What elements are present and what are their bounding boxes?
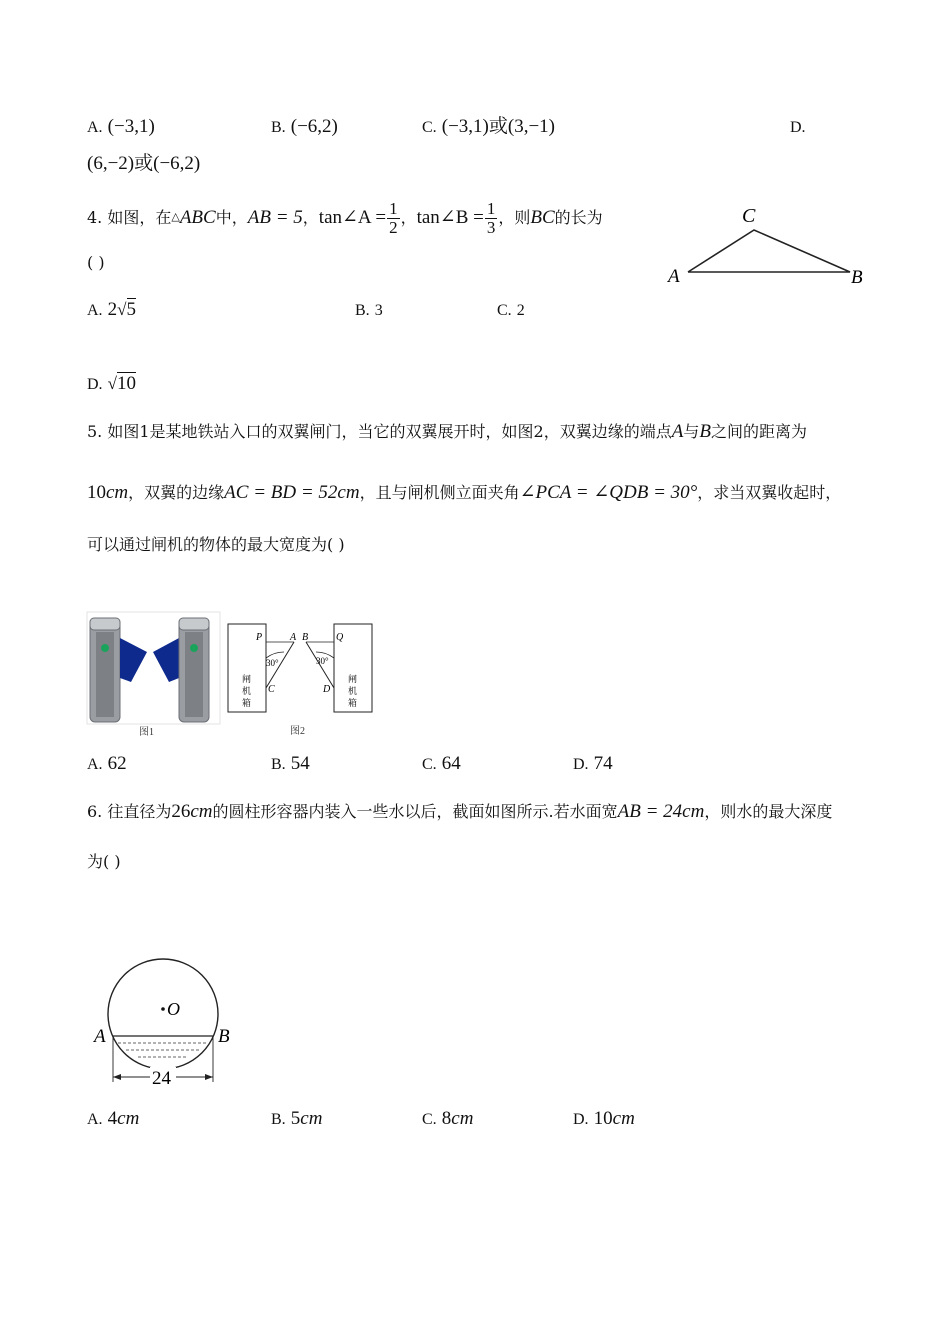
- right-indicator-icon: [190, 644, 198, 652]
- q5-stem-line3: 可以通过闸机的物体的最大宽度为( ): [87, 535, 345, 554]
- q4-triangle-figure: [660, 200, 870, 295]
- svg-text:C: C: [268, 684, 275, 695]
- q4-option-a: A. 2√5: [87, 299, 136, 320]
- label-b: B: [851, 267, 863, 288]
- triangle-symbol: △: [171, 210, 180, 223]
- q3-a-label: A.: [87, 119, 103, 136]
- q3-b-label: B.: [271, 119, 286, 136]
- svg-text:A: A: [290, 632, 297, 643]
- angle-label-left: 30°: [266, 658, 279, 668]
- radicand-a: 5: [126, 299, 136, 320]
- q3-option-c: [422, 117, 555, 138]
- center-dot: [161, 1007, 165, 1011]
- svg-text:箱: 箱: [242, 698, 252, 708]
- dimension-label: 24: [152, 1068, 171, 1089]
- fraction-a: $\frac{1}{2}$: [389, 199, 398, 237]
- q5-option-b: B. 54: [271, 753, 310, 774]
- label-c: C: [742, 205, 756, 227]
- q4-option-b: B. 3: [355, 302, 383, 319]
- left-indicator-icon: [101, 644, 109, 652]
- q4-answer-paren: ( ): [87, 253, 105, 272]
- q4-option-d: D. √10: [87, 373, 136, 394]
- q5-stem-line2: 10cm，双翼的边缘AC = BD = 52cm，且与闸机侧立面夹角∠PCA = ∠QDB = 30°，求当双翼收起时，: [87, 482, 842, 503]
- q6-circle-figure: [90, 950, 240, 1092]
- q4-option-c: C. 2: [497, 302, 525, 319]
- q3-a-value: (−3,1): [107, 116, 155, 137]
- q6-option-d: D. 10cm: [573, 1108, 635, 1129]
- label-o: O: [167, 999, 180, 1019]
- q5-figure1-gate-photo: [87, 612, 220, 740]
- triangle-outline: [688, 230, 850, 272]
- label-b: B: [218, 1026, 230, 1047]
- svg-text:D: D: [323, 684, 331, 695]
- q6-stem-line1: 6. 往直径为26cm的圆柱形容器内装入一些水以后，截面如图所示.若水面宽AB = 24cm，则水的最大深度: [87, 801, 833, 822]
- q5-figure2-schematic: [224, 618, 376, 740]
- q3-option-d-value: (6,−2)或(−6,2): [87, 153, 201, 174]
- fig1-caption: 图1: [139, 727, 154, 738]
- q3-option-b: [271, 117, 338, 138]
- q6-option-a: A. 4cm: [87, 1108, 140, 1129]
- q5-stem-line1: 5. 如图1是某地铁站入口的双翼闸门，当它的双翼展开时，如图2，双翼边缘的端点A与B之间的距离为: [87, 421, 807, 442]
- svg-text:Q: Q: [336, 632, 344, 643]
- tan-b: tan∠B =: [416, 207, 484, 228]
- svg-text:机: 机: [242, 686, 252, 696]
- radicand-d: 10: [117, 373, 136, 394]
- q5-option-d: D. 74: [573, 753, 613, 774]
- q5-option-c: C. 64: [422, 753, 461, 774]
- q6-option-c: C. 8cm: [422, 1108, 474, 1129]
- q3-option-a: [87, 117, 155, 138]
- label-a: A: [94, 1026, 106, 1047]
- q3-b-value: (−6,2): [290, 116, 338, 137]
- circle-outline: [108, 959, 218, 1069]
- q4-stem: 4. 如图，在△ABC中，AB = 5，tan∠A = $\frac{1}{2}$ ，tan∠B = $\frac{1}{3}$ ，则BC的长为: [87, 199, 603, 237]
- fraction-b: $\frac{1}{3}$: [486, 199, 496, 237]
- label-a: A: [668, 266, 680, 287]
- svg-text:闸: 闸: [348, 674, 358, 684]
- q3-c-value: (−3,1)或(3,−1): [441, 116, 556, 137]
- svg-text:箱: 箱: [348, 698, 358, 708]
- q3-option-d-label: D.: [790, 119, 806, 136]
- tan-a: tan∠A =: [318, 207, 387, 228]
- q5-option-a: A. 62: [87, 753, 127, 774]
- svg-text:闸: 闸: [242, 674, 252, 684]
- fig2-caption: 图2: [290, 726, 305, 737]
- q6-stem-line2: 为( ): [87, 852, 121, 871]
- svg-text:机: 机: [348, 686, 358, 696]
- svg-text:B: B: [302, 632, 309, 643]
- svg-text:P: P: [256, 632, 263, 643]
- q6-option-b: B. 5cm: [271, 1108, 323, 1129]
- ab-equals: AB = 5: [247, 207, 303, 228]
- angle-label-right: 30°: [316, 656, 329, 666]
- q3-c-label: C.: [422, 119, 437, 136]
